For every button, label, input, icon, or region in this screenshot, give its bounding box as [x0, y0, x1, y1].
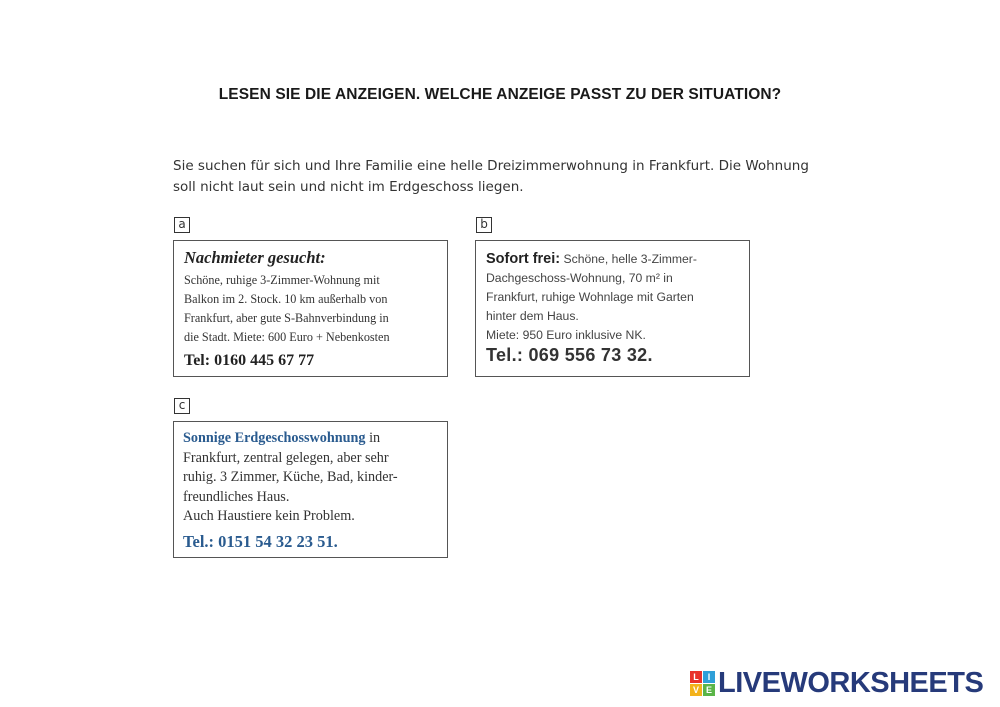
- ad-c-line: ruhig. 3 Zimmer, Küche, Bad, kinder-: [183, 469, 398, 485]
- ad-b: [475, 240, 750, 377]
- ad-b-line: Frankfurt, ruhige Wohnlage mit Garten: [486, 290, 694, 304]
- ad-b-letter: b: [476, 217, 492, 233]
- situation-line-1: Sie suchen für sich und Ihre Familie eine helle Dreizimmerwohnung in Frankfurt. Die Wohnung: [173, 158, 809, 174]
- liveworksheets-logo[interactable]: [690, 665, 983, 701]
- ad-a-body: [184, 271, 439, 347]
- ad-b-phone: Tel.: 069 556 73 32.: [486, 345, 653, 365]
- page-title: LESEN SIE DIE ANZEIGEN. WELCHE ANZEIGE PASST ZU DER SITUATION?: [218, 86, 782, 103]
- situation-line-2: soll nicht laut sein und nicht im Erdgeschoss liegen.: [173, 179, 524, 195]
- ad-c-line: Auch Haustiere kein Problem.: [183, 508, 355, 524]
- ad-a-letter: a: [174, 217, 190, 233]
- ad-b-line-1-rest: Schöne, helle 3-Zimmer-: [560, 252, 697, 266]
- brand-name: LIVEWORKSHEETS: [718, 666, 984, 699]
- ad-c-line-1-rest: in: [365, 430, 381, 446]
- ad-b-line: hinter dem Haus.: [486, 309, 579, 323]
- ad-b-line: Dachgeschoss-Wohnung, 70 m² in: [486, 271, 673, 285]
- ad-a-line: Frankfurt, aber gute S-Bahnverbindung in: [184, 311, 389, 325]
- ad-c-heading: Sonnige Erdgeschosswohnung: [183, 430, 366, 446]
- ad-b-first-line: [486, 250, 741, 269]
- ad-a-line: die Stadt. Miete: 600 Euro + Nebenkosten: [184, 330, 390, 344]
- ad-c-letter: c: [174, 398, 190, 414]
- ad-a-line: Schöne, ruhige 3-Zimmer-Wohnung mit: [184, 273, 380, 287]
- ad-b-body: [486, 250, 741, 345]
- logo-cell: V: [690, 684, 702, 696]
- ad-c-body: [183, 429, 439, 527]
- ad-c-line: freundliches Haus.: [183, 488, 290, 505]
- logo-cell: E: [703, 684, 715, 696]
- ad-a: [173, 240, 448, 377]
- ad-a-heading: Nachmieter gesucht:: [184, 248, 326, 267]
- ad-c-first-line: [183, 429, 439, 449]
- ad-b-heading: Sofort frei:: [486, 251, 561, 267]
- logo-cell: L: [690, 671, 702, 683]
- ad-c-phone: Tel.: 0151 54 32 23 51.: [183, 531, 338, 551]
- ad-c-line: Frankfurt, zentral gelegen, aber sehr: [183, 449, 389, 466]
- ad-b-line: Miete: 950 Euro inklusive NK.: [486, 328, 646, 342]
- logo-icon: [690, 671, 715, 696]
- logo-cell: I: [703, 671, 715, 683]
- ad-a-line: Balkon im 2. Stock. 10 km außerhalb von: [184, 292, 388, 306]
- ad-a-phone: Tel: 0160 445 67 77: [184, 352, 315, 369]
- ad-c: [173, 421, 448, 558]
- situation-text: [173, 156, 833, 198]
